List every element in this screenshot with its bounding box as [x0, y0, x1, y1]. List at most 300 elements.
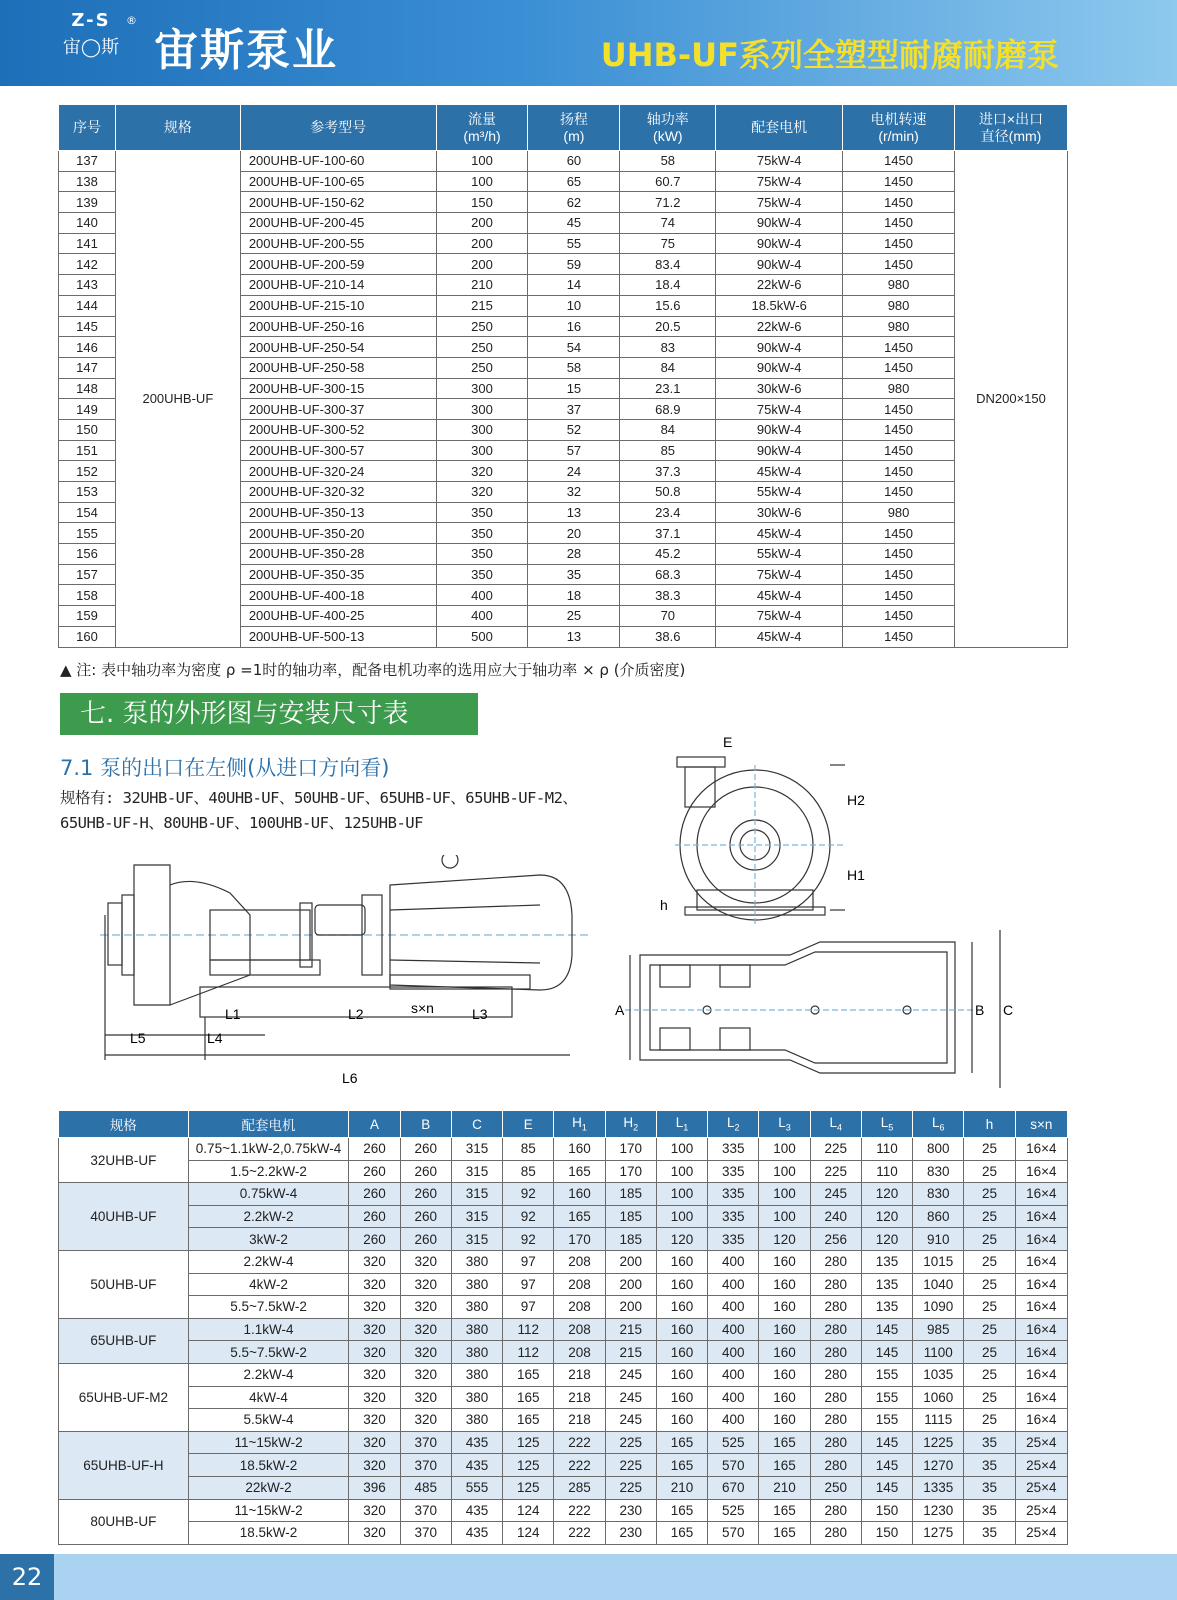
- value-cell: 350: [436, 523, 528, 544]
- value-cell: 280: [810, 1409, 861, 1432]
- value-cell: 315: [451, 1138, 502, 1161]
- value-cell: 1040: [913, 1273, 964, 1296]
- value-cell: 380: [451, 1250, 502, 1273]
- value-cell: 145: [861, 1476, 912, 1499]
- value-cell: 25: [964, 1363, 1015, 1386]
- column-header: 配套电机: [716, 105, 843, 151]
- serial-cell: 157: [59, 564, 116, 585]
- value-cell: 55kW-4: [716, 482, 843, 503]
- table-row: [59, 1431, 1068, 1454]
- table-row: [59, 1499, 1068, 1522]
- value-cell: 1450: [843, 606, 955, 627]
- value-cell: 90kW-4: [716, 233, 843, 254]
- value-cell: 260: [349, 1228, 400, 1251]
- table-row: [59, 151, 1068, 172]
- value-cell: 160: [656, 1363, 707, 1386]
- value-cell: 2.2kW-2: [188, 1205, 349, 1228]
- value-cell: 150: [436, 192, 528, 213]
- value-cell: 25: [964, 1205, 1015, 1228]
- value-cell: 370: [400, 1454, 451, 1477]
- value-cell: 320: [436, 461, 528, 482]
- value-cell: 1275: [913, 1522, 964, 1545]
- value-cell: 45: [528, 213, 620, 234]
- value-cell: 75kW-4: [716, 564, 843, 585]
- value-cell: 25: [964, 1296, 1015, 1319]
- value-cell: 320: [436, 482, 528, 503]
- value-cell: 300: [436, 399, 528, 420]
- value-cell: 320: [349, 1318, 400, 1341]
- model-cell: 200UHB-UF-350-20: [240, 523, 436, 544]
- value-cell: 1450: [843, 440, 955, 461]
- value-cell: 22kW-2: [188, 1476, 349, 1499]
- serial-cell: 142: [59, 254, 116, 275]
- model-cell: 200UHB-UF-100-65: [240, 171, 436, 192]
- value-cell: 59: [528, 254, 620, 275]
- column-header: 规格: [59, 1111, 189, 1138]
- value-cell: 280: [810, 1522, 861, 1545]
- value-cell: 570: [708, 1522, 759, 1545]
- value-cell: 200: [436, 213, 528, 234]
- value-cell: 1450: [843, 233, 955, 254]
- value-cell: 58: [528, 357, 620, 378]
- value-cell: 300: [436, 419, 528, 440]
- value-cell: 100: [759, 1183, 810, 1206]
- value-cell: 980: [843, 502, 955, 523]
- value-cell: 1450: [843, 564, 955, 585]
- value-cell: 1450: [843, 544, 955, 565]
- value-cell: 1450: [843, 626, 955, 647]
- value-cell: 500: [436, 626, 528, 647]
- label-l1: L1: [225, 1006, 241, 1022]
- value-cell: 90kW-4: [716, 357, 843, 378]
- label-l5: L5: [130, 1030, 146, 1046]
- value-cell: 4kW-4: [188, 1386, 349, 1409]
- value-cell: 280: [810, 1431, 861, 1454]
- value-cell: 25×4: [1015, 1522, 1067, 1545]
- column-header: 序号: [59, 105, 116, 151]
- value-cell: 83.4: [620, 254, 716, 275]
- value-cell: 83: [620, 337, 716, 358]
- value-cell: 225: [810, 1160, 861, 1183]
- dimension-table: [58, 1110, 1068, 1545]
- value-cell: 0.75~1.1kW-2,0.75kW-4: [188, 1138, 349, 1161]
- spec-cell: 65UHB-UF-M2: [59, 1363, 189, 1431]
- spec-list-line2: 65UHB-UF-H、80UHB-UF、100UHB-UF、125UHB-UF: [60, 814, 423, 832]
- value-cell: 25×4: [1015, 1431, 1067, 1454]
- value-cell: 400: [436, 606, 528, 627]
- column-header: 参考型号: [240, 105, 436, 151]
- value-cell: 200: [436, 233, 528, 254]
- value-cell: 100: [436, 151, 528, 172]
- value-cell: 35: [964, 1522, 1015, 1545]
- value-cell: 124: [503, 1522, 554, 1545]
- serial-cell: 152: [59, 461, 116, 482]
- value-cell: 16×4: [1015, 1318, 1067, 1341]
- spec-cell: 50UHB-UF: [59, 1250, 189, 1318]
- column-header: 规格: [115, 105, 240, 151]
- model-cell: 200UHB-UF-320-32: [240, 482, 436, 503]
- value-cell: 65: [528, 171, 620, 192]
- column-header: $L_5$: [861, 1111, 912, 1138]
- value-cell: 37.3: [620, 461, 716, 482]
- value-cell: 320: [349, 1386, 400, 1409]
- value-cell: 250: [436, 337, 528, 358]
- label-l6: L6: [342, 1070, 358, 1086]
- value-cell: 112: [503, 1318, 554, 1341]
- page-footer: [0, 1554, 1177, 1600]
- value-cell: 1230: [913, 1499, 964, 1522]
- value-cell: 45kW-4: [716, 461, 843, 482]
- table-row: [59, 1363, 1068, 1386]
- column-header: 电机转速 (r/min): [843, 105, 955, 151]
- column-header: s×n: [1015, 1111, 1067, 1138]
- label-h2: H2: [847, 792, 865, 808]
- serial-cell: 139: [59, 192, 116, 213]
- value-cell: 75kW-4: [716, 399, 843, 420]
- value-cell: 15.6: [620, 295, 716, 316]
- value-cell: 160: [656, 1250, 707, 1273]
- column-header: 流量 (m³/h): [436, 105, 528, 151]
- value-cell: 400: [708, 1296, 759, 1319]
- serial-cell: 151: [59, 440, 116, 461]
- value-cell: 100: [656, 1160, 707, 1183]
- value-cell: 210: [436, 275, 528, 296]
- column-header: $L_1$: [656, 1111, 707, 1138]
- value-cell: 300: [436, 378, 528, 399]
- value-cell: 315: [451, 1205, 502, 1228]
- value-cell: 320: [349, 1296, 400, 1319]
- value-cell: 45kW-4: [716, 626, 843, 647]
- serial-cell: 147: [59, 357, 116, 378]
- value-cell: 68.3: [620, 564, 716, 585]
- value-cell: 170: [605, 1160, 656, 1183]
- value-cell: 1450: [843, 357, 955, 378]
- value-cell: 200: [436, 254, 528, 275]
- value-cell: 75: [620, 233, 716, 254]
- spec-cell: 40UHB-UF: [59, 1183, 189, 1251]
- value-cell: 0.75kW-4: [188, 1183, 349, 1206]
- value-cell: 1270: [913, 1454, 964, 1477]
- value-cell: 400: [708, 1250, 759, 1273]
- label-sxn: s×n: [411, 1000, 434, 1016]
- serial-cell: 160: [59, 626, 116, 647]
- value-cell: 208: [554, 1318, 605, 1341]
- value-cell: 1450: [843, 523, 955, 544]
- value-cell: 160: [656, 1273, 707, 1296]
- value-cell: 11~15kW-2: [188, 1431, 349, 1454]
- spec-cell: 65UHB-UF-H: [59, 1431, 189, 1499]
- value-cell: 400: [708, 1409, 759, 1432]
- value-cell: 280: [810, 1250, 861, 1273]
- spec-cell: 32UHB-UF: [59, 1138, 189, 1183]
- value-cell: 16×4: [1015, 1341, 1067, 1364]
- value-cell: 68.9: [620, 399, 716, 420]
- value-cell: 160: [759, 1386, 810, 1409]
- value-cell: 84: [620, 419, 716, 440]
- value-cell: 62: [528, 192, 620, 213]
- value-cell: 90kW-4: [716, 440, 843, 461]
- value-cell: 400: [708, 1363, 759, 1386]
- value-cell: 1225: [913, 1431, 964, 1454]
- label-b: B: [975, 1002, 985, 1018]
- value-cell: 30kW-6: [716, 502, 843, 523]
- value-cell: 85: [503, 1160, 554, 1183]
- value-cell: 1335: [913, 1476, 964, 1499]
- value-cell: 150: [861, 1522, 912, 1545]
- value-cell: 5.5kW-4: [188, 1409, 349, 1432]
- value-cell: 1450: [843, 213, 955, 234]
- value-cell: 1450: [843, 192, 955, 213]
- value-cell: 75kW-4: [716, 171, 843, 192]
- value-cell: 380: [451, 1386, 502, 1409]
- value-cell: 1450: [843, 585, 955, 606]
- value-cell: 315: [451, 1183, 502, 1206]
- value-cell: 400: [708, 1386, 759, 1409]
- logo-letters: Z-S: [71, 10, 111, 31]
- model-cell: 200UHB-UF-300-15: [240, 378, 436, 399]
- value-cell: 165: [656, 1431, 707, 1454]
- value-cell: 320: [349, 1454, 400, 1477]
- value-cell: 22kW-6: [716, 316, 843, 337]
- value-cell: 25: [964, 1138, 1015, 1161]
- value-cell: 315: [451, 1228, 502, 1251]
- serial-cell: 141: [59, 233, 116, 254]
- model-cell: 200UHB-UF-200-45: [240, 213, 436, 234]
- value-cell: 100: [759, 1138, 810, 1161]
- value-cell: 400: [708, 1273, 759, 1296]
- value-cell: 110: [861, 1160, 912, 1183]
- value-cell: 25: [964, 1228, 1015, 1251]
- value-cell: 1450: [843, 254, 955, 275]
- value-cell: 380: [451, 1409, 502, 1432]
- model-cell: 200UHB-UF-300-37: [240, 399, 436, 420]
- value-cell: 830: [913, 1183, 964, 1206]
- value-cell: 380: [451, 1318, 502, 1341]
- value-cell: 1015: [913, 1250, 964, 1273]
- value-cell: 525: [708, 1431, 759, 1454]
- model-cell: 200UHB-UF-400-25: [240, 606, 436, 627]
- serial-cell: 156: [59, 544, 116, 565]
- value-cell: 35: [964, 1476, 1015, 1499]
- table-row: [59, 1341, 1068, 1364]
- value-cell: 210: [656, 1476, 707, 1499]
- value-cell: 256: [810, 1228, 861, 1251]
- value-cell: 200: [605, 1250, 656, 1273]
- column-header: $L_6$: [913, 1111, 964, 1138]
- value-cell: 58: [620, 151, 716, 172]
- value-cell: 320: [400, 1296, 451, 1319]
- value-cell: 245: [810, 1183, 861, 1206]
- dimension-table-header: [59, 1111, 1068, 1138]
- column-header: C: [451, 1111, 502, 1138]
- value-cell: 145: [861, 1454, 912, 1477]
- value-cell: 435: [451, 1431, 502, 1454]
- value-cell: 260: [400, 1205, 451, 1228]
- value-cell: 320: [400, 1409, 451, 1432]
- value-cell: 16×4: [1015, 1273, 1067, 1296]
- value-cell: 120: [861, 1205, 912, 1228]
- column-header: E: [503, 1111, 554, 1138]
- value-cell: 120: [656, 1228, 707, 1251]
- value-cell: 25: [964, 1386, 1015, 1409]
- value-cell: 4kW-2: [188, 1273, 349, 1296]
- label-e: E: [723, 735, 733, 750]
- value-cell: 335: [708, 1228, 759, 1251]
- value-cell: 54: [528, 337, 620, 358]
- value-cell: 435: [451, 1454, 502, 1477]
- value-cell: 16×4: [1015, 1205, 1067, 1228]
- value-cell: 320: [349, 1522, 400, 1545]
- value-cell: 97: [503, 1273, 554, 1296]
- table-row: [59, 1522, 1068, 1545]
- value-cell: 16×4: [1015, 1138, 1067, 1161]
- serial-cell: 138: [59, 171, 116, 192]
- value-cell: 370: [400, 1522, 451, 1545]
- value-cell: 24: [528, 461, 620, 482]
- value-cell: 670: [708, 1476, 759, 1499]
- value-cell: 37.1: [620, 523, 716, 544]
- value-cell: 218: [554, 1409, 605, 1432]
- series-title: UHB-UF系列全塑型耐腐耐磨泵: [600, 36, 1059, 74]
- value-cell: 3kW-2: [188, 1228, 349, 1251]
- value-cell: 165: [503, 1409, 554, 1432]
- serial-cell: 150: [59, 419, 116, 440]
- label-c: C: [1003, 1002, 1014, 1018]
- value-cell: 215: [605, 1318, 656, 1341]
- value-cell: 145: [861, 1341, 912, 1364]
- value-cell: 170: [605, 1138, 656, 1161]
- value-cell: 160: [656, 1318, 707, 1341]
- value-cell: 280: [810, 1454, 861, 1477]
- value-cell: 70: [620, 606, 716, 627]
- spec-list-line1: 规格有: 32UHB-UF、40UHB-UF、50UHB-UF、65UHB-UF、65UHB-UF-M2、: [60, 789, 578, 807]
- subsection-title: 7.1 泵的出口在左侧(从进口方向看): [60, 756, 390, 780]
- serial-cell: 153: [59, 482, 116, 503]
- value-cell: 315: [451, 1160, 502, 1183]
- value-cell: 16: [528, 316, 620, 337]
- value-cell: 280: [810, 1273, 861, 1296]
- value-cell: 225: [605, 1454, 656, 1477]
- value-cell: 165: [656, 1499, 707, 1522]
- value-cell: 120: [861, 1183, 912, 1206]
- model-cell: 200UHB-UF-215-10: [240, 295, 436, 316]
- value-cell: 230: [605, 1522, 656, 1545]
- value-cell: 165: [503, 1386, 554, 1409]
- value-cell: 38.6: [620, 626, 716, 647]
- value-cell: 160: [759, 1250, 810, 1273]
- value-cell: 320: [400, 1250, 451, 1273]
- value-cell: 1115: [913, 1409, 964, 1432]
- value-cell: 222: [554, 1454, 605, 1477]
- spec-cell: 200UHB-UF: [115, 151, 240, 648]
- value-cell: 435: [451, 1522, 502, 1545]
- value-cell: 250: [436, 316, 528, 337]
- pump-top-view-drawing: [615, 930, 1025, 1090]
- value-cell: 208: [554, 1341, 605, 1364]
- spec-list: [60, 786, 620, 836]
- value-cell: 1.1kW-4: [188, 1318, 349, 1341]
- value-cell: 230: [605, 1499, 656, 1522]
- page-number: 22: [0, 1554, 54, 1600]
- value-cell: 980: [843, 378, 955, 399]
- value-cell: 97: [503, 1296, 554, 1319]
- value-cell: 100: [656, 1138, 707, 1161]
- model-cell: 200UHB-UF-350-28: [240, 544, 436, 565]
- value-cell: 225: [810, 1138, 861, 1161]
- value-cell: 100: [759, 1160, 810, 1183]
- value-cell: 260: [349, 1183, 400, 1206]
- value-cell: 160: [554, 1138, 605, 1161]
- model-cell: 200UHB-UF-320-24: [240, 461, 436, 482]
- value-cell: 18.5kW-6: [716, 295, 843, 316]
- table-row: [59, 1228, 1068, 1251]
- value-cell: 165: [759, 1499, 810, 1522]
- value-cell: 980: [843, 295, 955, 316]
- model-cell: 200UHB-UF-400-18: [240, 585, 436, 606]
- value-cell: 320: [349, 1341, 400, 1364]
- value-cell: 32: [528, 482, 620, 503]
- value-cell: 320: [400, 1318, 451, 1341]
- model-cell: 200UHB-UF-200-55: [240, 233, 436, 254]
- value-cell: 155: [861, 1363, 912, 1386]
- brand-name: 宙斯泵业: [154, 25, 338, 76]
- value-cell: 260: [349, 1160, 400, 1183]
- value-cell: 165: [554, 1205, 605, 1228]
- serial-cell: 146: [59, 337, 116, 358]
- column-header: $L_3$: [759, 1111, 810, 1138]
- label-l4: L4: [207, 1030, 223, 1046]
- serial-cell: 140: [59, 213, 116, 234]
- label-l3: L3: [472, 1006, 488, 1022]
- label-h: h: [660, 897, 668, 913]
- value-cell: 155: [861, 1386, 912, 1409]
- value-cell: 250: [436, 357, 528, 378]
- column-header: $L_4$: [810, 1111, 861, 1138]
- value-cell: 135: [861, 1296, 912, 1319]
- value-cell: 1450: [843, 419, 955, 440]
- value-cell: 160: [656, 1296, 707, 1319]
- value-cell: 37: [528, 399, 620, 420]
- table-row: [59, 1476, 1068, 1499]
- value-cell: 90kW-4: [716, 419, 843, 440]
- value-cell: 250: [810, 1476, 861, 1499]
- value-cell: 85: [503, 1138, 554, 1161]
- spec-cell: 80UHB-UF: [59, 1499, 189, 1544]
- value-cell: 16×4: [1015, 1363, 1067, 1386]
- value-cell: 25: [964, 1273, 1015, 1296]
- value-cell: 35: [964, 1454, 1015, 1477]
- value-cell: 320: [349, 1431, 400, 1454]
- model-cell: 200UHB-UF-250-58: [240, 357, 436, 378]
- value-cell: 260: [400, 1138, 451, 1161]
- value-cell: 350: [436, 502, 528, 523]
- value-cell: 400: [708, 1341, 759, 1364]
- value-cell: 11~15kW-2: [188, 1499, 349, 1522]
- value-cell: 25×4: [1015, 1476, 1067, 1499]
- table-row: [59, 1160, 1068, 1183]
- table-note: ▲ 注: 表中轴功率为密度 ρ =1时的轴功率，配备电机功率的选用应大于轴功率 × ρ (介质密度): [60, 661, 686, 679]
- value-cell: 160: [759, 1341, 810, 1364]
- value-cell: 35: [528, 564, 620, 585]
- value-cell: 1.5~2.2kW-2: [188, 1160, 349, 1183]
- model-cell: 200UHB-UF-210-14: [240, 275, 436, 296]
- model-cell: 200UHB-UF-300-52: [240, 419, 436, 440]
- value-cell: 155: [861, 1409, 912, 1432]
- value-cell: 1450: [843, 151, 955, 172]
- value-cell: 160: [554, 1183, 605, 1206]
- value-cell: 45kW-4: [716, 523, 843, 544]
- value-cell: 135: [861, 1250, 912, 1273]
